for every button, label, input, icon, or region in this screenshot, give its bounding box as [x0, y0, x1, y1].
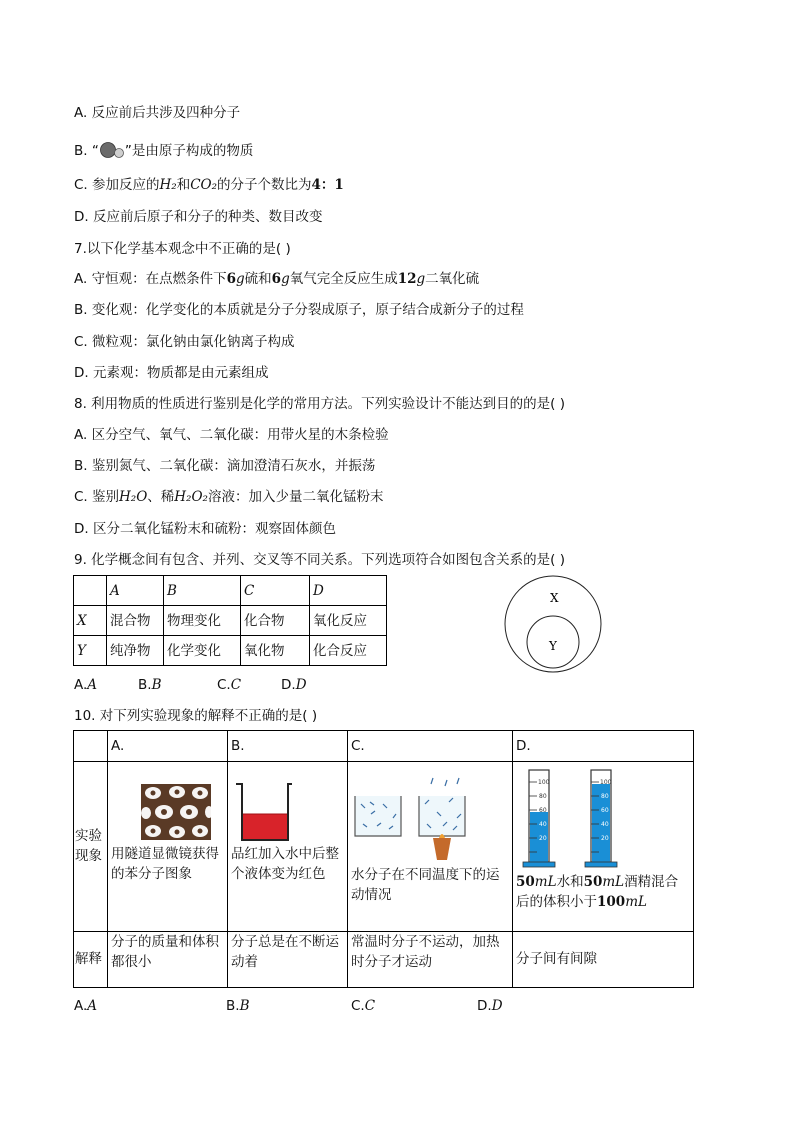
table-cell: 混合物: [107, 606, 164, 636]
svg-text:100: 100: [538, 779, 550, 787]
q7-a-mid1: 硫和: [244, 271, 272, 287]
q7-a-g2: g: [281, 271, 290, 287]
answer-label: A.: [74, 998, 88, 1014]
q10-stem: 10. 对下列实验现象的解释不正确的是( ): [74, 708, 318, 724]
svg-text:20: 20: [601, 835, 609, 843]
unit: mL: [602, 874, 625, 891]
row-head-explanation: 解释: [74, 931, 108, 987]
molecule-icon: [99, 139, 125, 159]
q8-option-a: A. 区分空气、氧气、二氧化碳：用带火星的木条检验: [74, 427, 389, 443]
answer-value: B: [239, 998, 250, 1014]
q7-option-b: B. 变化观：化学变化的本质就是分子分裂成原子，原子结合成新分子的过程: [74, 302, 524, 318]
table-cell: Y: [74, 636, 107, 666]
q9-table: [73, 575, 387, 666]
q9-stem: 9. 化学概念间有包含、并列、交叉等不同关系。下列选项符合如图包含关系的是( ): [74, 552, 565, 568]
q6-c-text: C. 参加反应的: [74, 177, 160, 193]
table-cell: [74, 576, 107, 606]
phenomenon-a: 用隧道显微镜获得的苯分子图象: [111, 846, 219, 883]
q10-answer-a: [74, 997, 226, 1015]
explanation-d: 分子间有间隙: [513, 931, 694, 987]
q6-option-b-pre: B. “: [74, 143, 99, 159]
q7-a-m3: 12: [397, 271, 417, 287]
table-cell: [348, 762, 513, 932]
q6-option-c: [74, 176, 344, 194]
explanation-c: 常温时分子不运动，加热时分子才运动: [348, 931, 513, 987]
table-cell: A.: [108, 731, 228, 762]
table-cell: C.: [348, 731, 513, 762]
image-container: [351, 762, 509, 865]
table-cell: D.: [513, 731, 694, 762]
table-row: [74, 762, 694, 932]
q9-answer-b: [138, 676, 217, 694]
answer-label: C.: [217, 677, 231, 693]
q10-table: [73, 730, 694, 988]
q10-answer-d: [477, 997, 503, 1015]
q7-a-post: 二氧化硫: [425, 271, 480, 287]
table-cell: [228, 762, 348, 932]
table-cell: 化合物: [241, 606, 310, 636]
table-row: [74, 576, 387, 606]
q10-answer-b: [226, 997, 351, 1015]
q8-c-mid: 、稀: [147, 489, 175, 505]
answer-label: D.: [477, 998, 492, 1014]
q10-answer-c: [351, 997, 477, 1015]
table-cell: 氧化物: [241, 636, 310, 666]
answer-value: D: [491, 998, 503, 1014]
cylinder-2: [585, 770, 617, 867]
benzene-stm-image: [141, 784, 211, 840]
phenomenon-d: [516, 872, 690, 912]
explanation-a: 分子的质量和体积都很小: [108, 931, 228, 987]
q6-option-b-post: ”是由原子构成的物质: [124, 143, 254, 159]
q7-a-g3: g: [416, 271, 426, 287]
row-head-phenomenon: 实验 现象: [74, 762, 108, 932]
svg-text:40: 40: [601, 821, 609, 829]
venn-diagram: [503, 574, 603, 674]
table-cell: 化学变化: [164, 636, 241, 666]
num: 100: [597, 894, 626, 911]
q8-option-c: [74, 488, 383, 506]
cylinder-1: [523, 770, 555, 867]
svg-text:100: 100: [600, 779, 612, 787]
text: 水和: [556, 874, 584, 891]
answer-label: D.: [281, 677, 296, 693]
table-cell: [513, 762, 694, 932]
image-container: [516, 762, 690, 872]
svg-text:80: 80: [539, 793, 547, 801]
q6-option-d: D. 反应前后原子和分子的种类、数目改变: [74, 209, 323, 225]
table-cell: [74, 731, 108, 762]
q7-a-m2: 6: [271, 271, 282, 287]
q8-c-pre: C. 鉴别: [74, 489, 120, 505]
q7-option-c: C. 微粒观：氯化钠由氯化钠离子构成: [74, 334, 295, 350]
svg-text:40: 40: [539, 821, 547, 829]
q10-answer-options: [74, 997, 503, 1015]
venn-label-y: Y: [549, 639, 557, 653]
table-cell: D: [310, 576, 387, 606]
q6-option-a: A. 反应前后共涉及四种分子: [74, 105, 241, 121]
svg-text:60: 60: [539, 807, 547, 815]
svg-text:20: 20: [539, 835, 547, 843]
num: 50: [516, 874, 535, 891]
table-cell: B: [164, 576, 241, 606]
formula-h2o2: H₂O₂: [174, 489, 208, 505]
phenomenon-b: 品红加入水中后整个液体变为红色: [231, 846, 339, 883]
q6-c-ratio: 4：1: [311, 177, 344, 193]
unit: mL: [625, 894, 647, 911]
answer-value: A: [87, 677, 98, 693]
water-molecules-temperature-image: [353, 774, 473, 864]
table-cell: C: [241, 576, 310, 606]
text: 酒精混合后的体积小于: [516, 874, 679, 911]
q9-answer-d: [281, 676, 307, 694]
q6-option-b: [74, 139, 253, 160]
table-cell: 化合反应: [310, 636, 387, 666]
q8-option-b: B. 鉴别氮气、二氧化碳：滴加澄清石灰水，并振荡: [74, 458, 376, 474]
answer-value: C: [364, 998, 376, 1014]
table-cell: B.: [228, 731, 348, 762]
q7-option-d: D. 元素观：物质都是由元素组成: [74, 365, 269, 381]
svg-text:60: 60: [601, 807, 609, 815]
q7-a-g1: g: [236, 271, 245, 287]
q8-c-post: 溶液：加入少量二氧化锰粉末: [207, 489, 384, 505]
answer-label: C.: [351, 998, 365, 1014]
q9-answer-c: [217, 676, 281, 694]
q8-option-d: D. 区分二氧化锰粉末和硫粉：观察固体颜色: [74, 521, 336, 537]
image-container: [111, 762, 224, 844]
q7-a-pre: A. 守恒观：在点燃条件下: [74, 271, 227, 287]
graduated-cylinders-image: [519, 764, 649, 872]
table-cell: A: [107, 576, 164, 606]
q7-option-a: [74, 270, 479, 288]
table-cell: X: [74, 606, 107, 636]
table-row: [74, 636, 387, 666]
table-cell: [108, 762, 228, 932]
formula-co2: CO₂: [190, 177, 218, 193]
table-cell: 氧化反应: [310, 606, 387, 636]
num: 50: [583, 874, 603, 891]
image-container: [231, 762, 344, 844]
q6-c-mid: 的分子个数比为: [217, 177, 312, 193]
table-row: [74, 606, 387, 636]
beaker-red-liquid-image: [234, 782, 294, 844]
table-cell: 物理变化: [164, 606, 241, 636]
table-cell: 纯净物: [107, 636, 164, 666]
venn-label-x: X: [550, 591, 559, 605]
answer-value: C: [230, 677, 242, 693]
answer-value: A: [87, 998, 98, 1014]
q9-answer-a: [74, 676, 138, 694]
q7-a-mid2: 氧气完全反应生成: [289, 271, 398, 287]
answer-value: B: [151, 677, 162, 693]
q7-stem: 7.以下化学基本观念中不正确的是( ): [74, 241, 291, 257]
phenomenon-c: 水分子在不同温度下的运动情况: [351, 867, 500, 904]
answer-label: A.: [74, 677, 88, 693]
answer-label: B.: [226, 998, 240, 1014]
formula-h2: H₂: [159, 177, 177, 193]
q8-stem: 8. 利用物质的性质进行鉴别是化学的常用方法。下列实验设计不能达到目的的是( ): [74, 396, 565, 412]
svg-text:80: 80: [601, 793, 609, 801]
answer-label: B.: [138, 677, 152, 693]
table-row: [74, 731, 694, 762]
q6-c-and: 和: [176, 177, 191, 193]
q9-answer-options: [74, 676, 307, 694]
table-row: [74, 931, 694, 987]
formula-h2o: H₂O: [119, 489, 148, 505]
explanation-b: 分子总是在不断运动着: [228, 931, 348, 987]
q7-a-m1: 6: [226, 271, 236, 287]
unit: mL: [534, 874, 557, 891]
answer-value: D: [295, 677, 307, 693]
